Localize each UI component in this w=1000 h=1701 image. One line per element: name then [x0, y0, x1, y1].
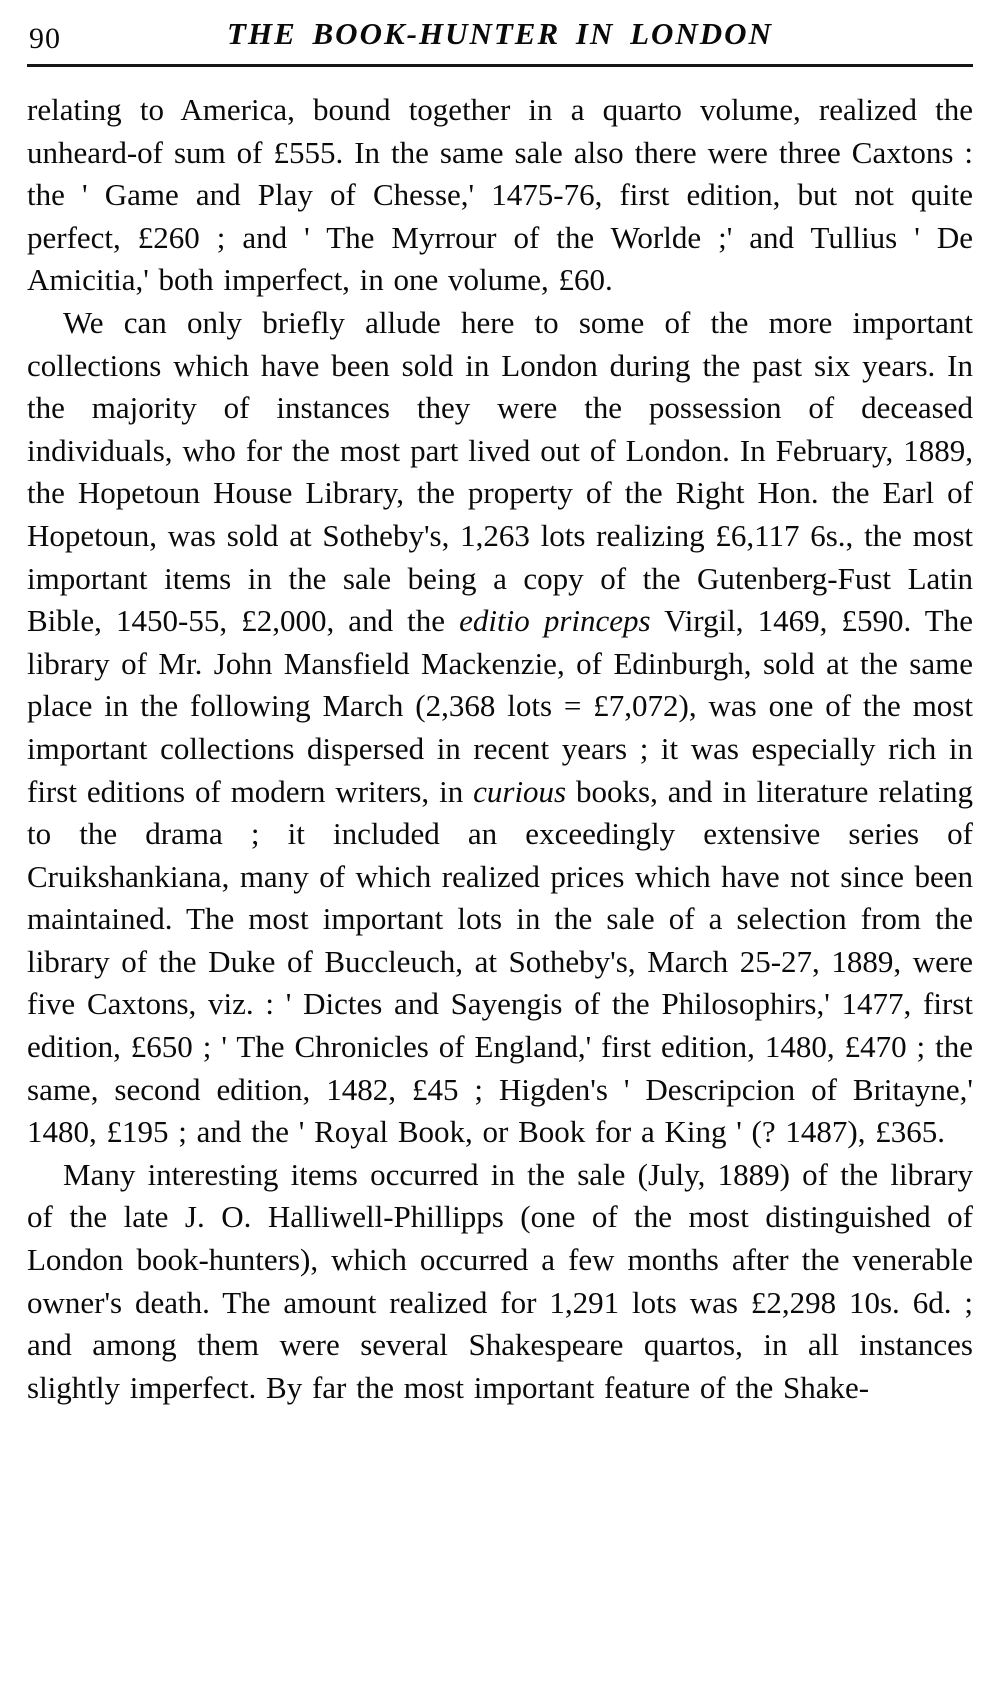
italic-text-run: curious: [473, 773, 567, 809]
body-paragraph: [27, 89, 973, 302]
text-run: We can only briefly allude here to some of the more important collections which have been sold in London during the past six years. In the majority of instances they were the possession of deceased individuals, who for the most part lived out of London. In February, 1889, the Hopetoun House Library, the property of the Right Hon. the Earl of Hopetoun, was sold at Sotheby's, 1,263 lots realizing £6,117 6s., the most important items in the sale being a copy of the Gutenberg-Fust Latin Bible, 1450-55, £2,000, and the: [27, 304, 973, 639]
italic-text-run: editio princeps: [459, 603, 651, 639]
body-paragraph: [27, 302, 973, 1154]
text-run: Many interesting items occurred in the sale (July, 1889) of the library of the late J. O. Halliwell-Phillipps (one of the most distinguished of London book-hunters), which occurred a few months after the venerable owner's death. The amount realized for 1,291 lots was £2,298 10s. 6d. ; and among them were several Shakespeare quartos, in all instances slightly imperfect. By far the most important feature of the Shake-: [27, 1156, 973, 1405]
header-rule: [27, 64, 973, 67]
text-run: Virgil, 1469, £590. The library of Mr. John Mansfield Mackenzie, of Edinburgh, sold at the same place in the following March (2,368 lots = £7,072), was one of the most important collections dispersed in recent years ; it was especially rich in first editions of modern writers, in: [27, 603, 974, 809]
page-number: 90: [29, 22, 61, 55]
page-body: [27, 89, 973, 1409]
running-head: [27, 16, 973, 62]
text-run: books, and in literature relating to the drama ; it included an exceedingly extensive series of Cruikshankiana, many of which realized prices which have not since been maintained. The most important lots in the sale of a selection from the library of the Duke of Buccleuch, at Sotheby's, March 25-27, 1889, were five Caxtons, viz. : ' Dictes and Sayengis of the Philosophirs,' 1477, first edition, £650 ; ' The Chronicles of England,' first edition, 1480, £470 ; the same, second edition, 1482, £45 ; Higden's ' Descripcion of Britayne,' 1480, £195 ; and the ' Royal Book, or Book for a King ' (? 1487), £365.: [27, 773, 973, 1150]
running-title: THE BOOK-HUNTER IN LONDON: [227, 16, 773, 51]
body-paragraph: [27, 1154, 973, 1410]
text-run: relating to America, bound together in a quarto volume, realized the unheard-of sum of £555. In the same sale also there were three Caxtons : the ' Game and Play of Chesse,' 1475-76, first edition, but not quite perfect, £260 ; and ' The Myrrour of the Worlde ;' and Tullius ' De Amicitia,' both imperfect, in one volume, £60.: [27, 92, 973, 298]
